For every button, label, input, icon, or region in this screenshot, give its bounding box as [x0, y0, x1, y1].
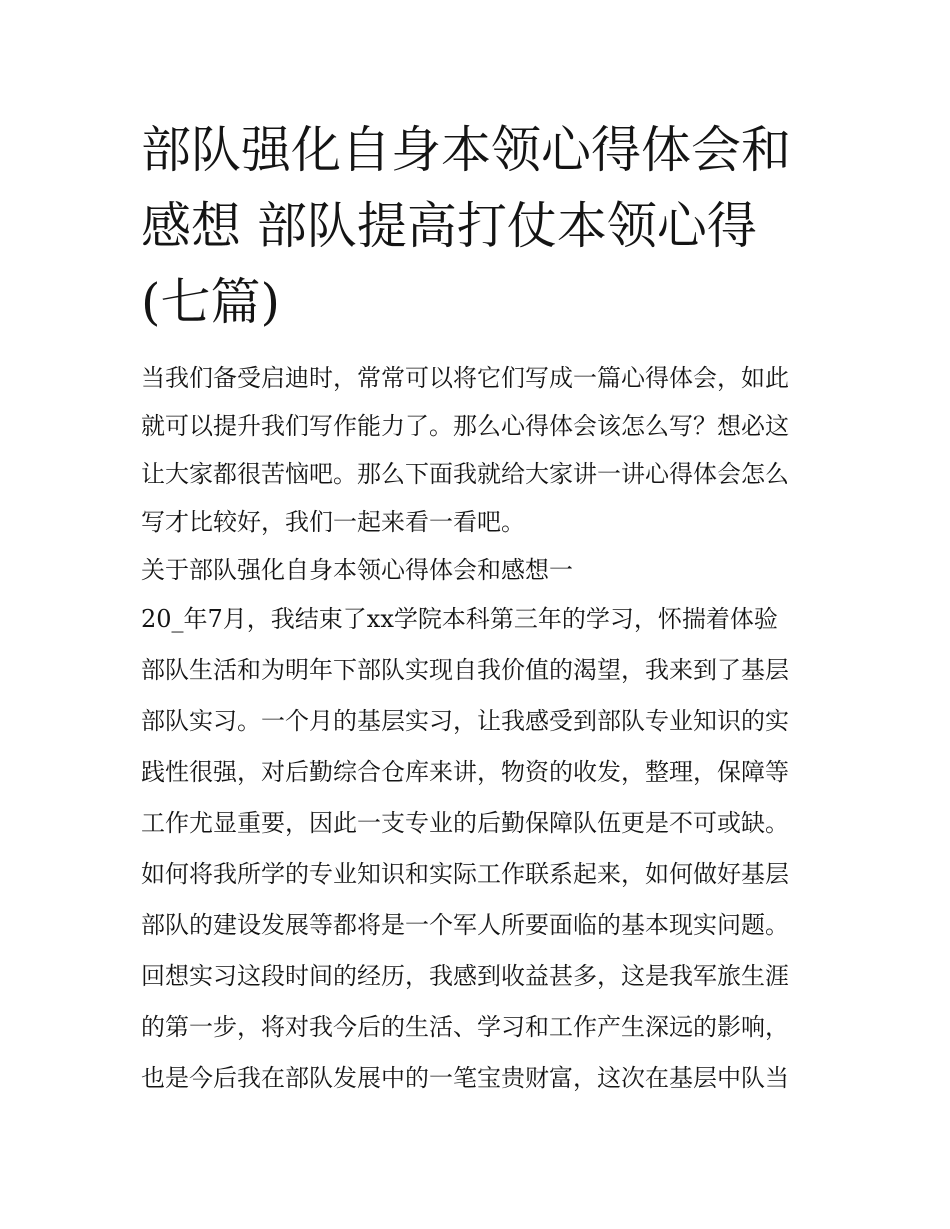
text-line: 的第一步，将对我今后的生活、学习和工作产生深远的影响，	[141, 1013, 789, 1041]
text-line: 20_年7月，我结束了xx学院本科第三年的学习，怀揣着体验	[141, 605, 778, 633]
text-line: 部队实习。一个月的基层实习，让我感受到部队专业知识的实	[141, 707, 789, 735]
text-line: 也是今后我在部队发展中的一笔宝贵财富，这次在基层中队当	[141, 1064, 789, 1092]
text-line: 工作尤显重要，因此一支专业的后勤保障队伍更是不可或缺。	[141, 809, 789, 837]
section-heading: 关于部队强化自身本领心得体会和感想一	[141, 556, 573, 584]
document-title	[141, 112, 811, 340]
intro-paragraph	[141, 354, 811, 546]
text-line: 回想实习这段时间的经历，我感到收益甚多，这是我军旅生涯	[141, 962, 789, 990]
text-line: 部队的建设发展等都将是一个军人所要面临的基本现实问题。	[141, 911, 789, 939]
text-line: 践性很强，对后勤综合仓库来讲，物资的收发，整理，保障等	[141, 758, 789, 786]
text-line: 部队生活和为明年下部队实现自我价值的渴望，我来到了基层	[141, 656, 789, 684]
title-line: 部队强化自身本领心得体会和	[141, 121, 791, 179]
text-line: 让大家都很苦恼吧。那么下面我就给大家讲一讲心得体会怎么	[141, 460, 789, 488]
body-paragraph	[141, 594, 811, 1104]
title-line: 感想 部队提高打仗本领心得	[141, 197, 757, 255]
text-line: 如何将我所学的专业知识和实际工作联系起来，如何做好基层	[141, 860, 789, 888]
document-page	[141, 112, 811, 1104]
title-line: (七篇)	[141, 273, 281, 331]
text-line: 写才比较好，我们一起来看一看吧。	[141, 508, 525, 536]
text-line: 当我们备受启迪时，常常可以将它们写成一篇心得体会，如此	[141, 364, 789, 392]
text-line: 就可以提升我们写作能力了。那么心得体会该怎么写？想必这	[141, 412, 789, 440]
